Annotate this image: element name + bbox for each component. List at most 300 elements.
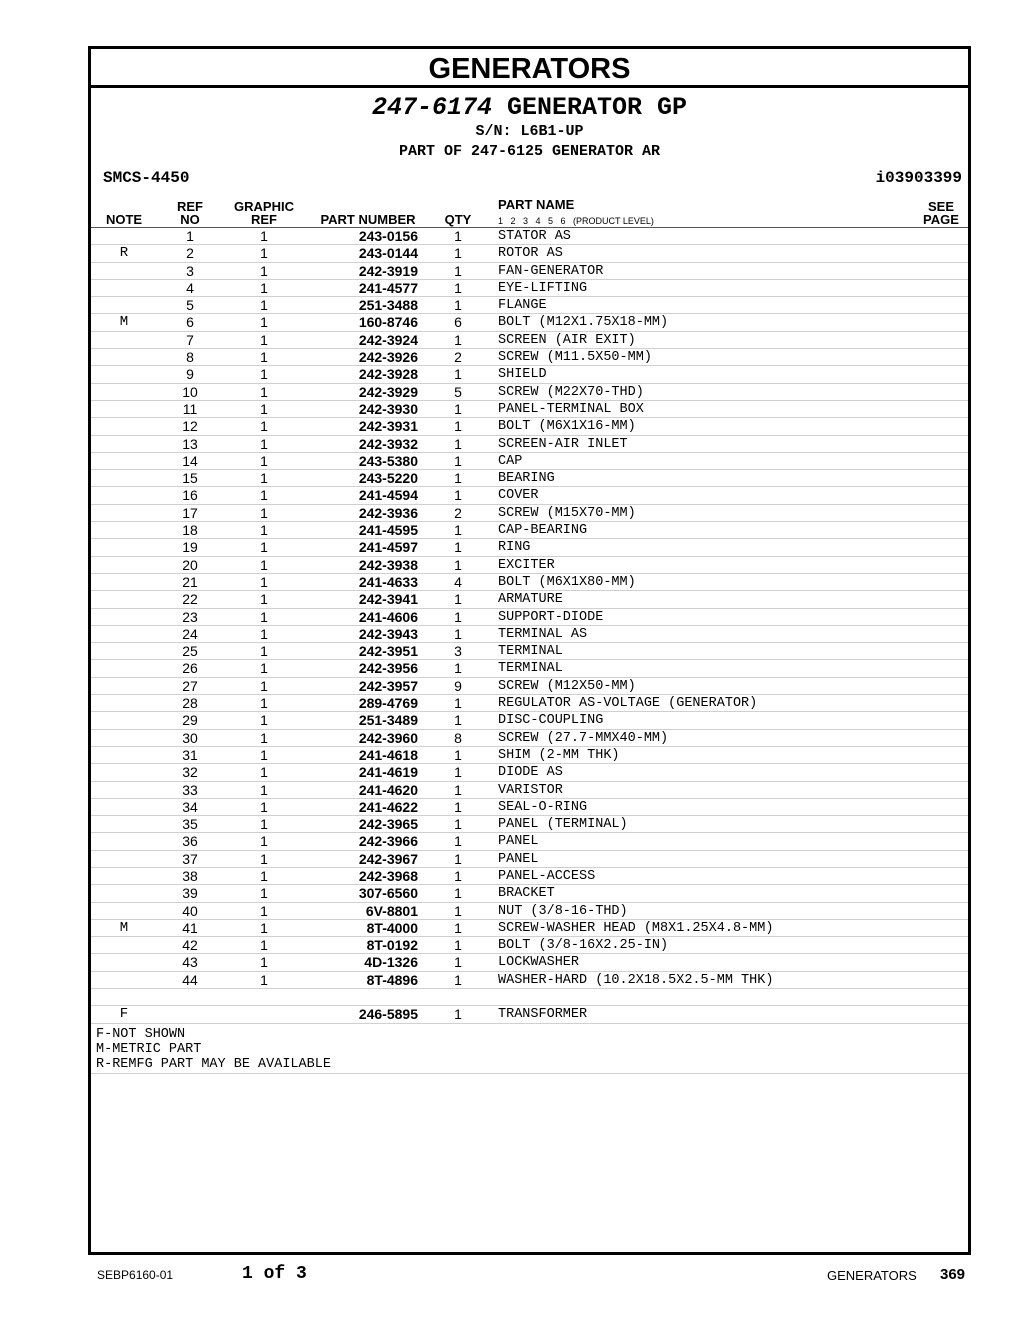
- qty-cell: 1: [454, 867, 462, 884]
- qty-cell: 3: [454, 643, 462, 660]
- part-number-cell: 242-3936: [358, 504, 418, 521]
- table-row: [91, 816, 968, 833]
- graphic-ref-cell: 1: [260, 850, 268, 867]
- part-name-cell: SCREW (M11.5X50-MM): [498, 350, 652, 366]
- qty-cell: 1: [454, 556, 462, 573]
- ref-no-cell: 8: [186, 349, 194, 366]
- qty-cell: 1: [454, 816, 462, 833]
- qty-cell: 1: [454, 954, 462, 971]
- part-number-cell: 246-5895: [358, 1006, 418, 1023]
- graphic-ref-cell: 1: [260, 349, 268, 366]
- qty-cell: 1: [454, 400, 462, 417]
- graphic-ref-cell: 1: [260, 245, 268, 262]
- note-line: F-NOT SHOWN: [96, 1026, 186, 1042]
- part-number-cell: 242-3968: [358, 867, 418, 884]
- part-number-cell: 241-4622: [358, 798, 418, 815]
- table-row: [91, 574, 968, 591]
- qty-cell: 1: [454, 470, 462, 487]
- table-row: [91, 470, 968, 487]
- footer-doc-number: SEBP6160-01: [97, 1268, 174, 1282]
- part-name-cell: ARMATURE: [498, 592, 563, 608]
- ref-no-cell: 23: [182, 608, 198, 625]
- part-name-cell: SHIELD: [498, 367, 547, 383]
- qty-cell: 1: [454, 608, 462, 625]
- part-name-cell: TERMINAL AS: [498, 626, 588, 642]
- ref-no-cell: 30: [182, 729, 198, 746]
- table-row: [91, 263, 968, 280]
- ref-no-cell: 13: [182, 435, 198, 452]
- qty-cell: 1: [454, 522, 462, 539]
- qty-cell: 1: [454, 885, 462, 902]
- table-row: [91, 349, 968, 366]
- table-row: [91, 453, 968, 470]
- graphic-ref-cell: 1: [260, 746, 268, 763]
- part-name-cell: SEAL-O-RING: [498, 799, 588, 815]
- graphic-ref-cell: 1: [260, 677, 268, 694]
- graphic-ref-cell: 1: [260, 262, 268, 279]
- graphic-ref-cell: 1: [260, 314, 268, 331]
- ref-no-cell: 15: [182, 470, 198, 487]
- part-number-cell: 242-3924: [358, 331, 418, 348]
- ref-no-cell: 9: [186, 366, 194, 383]
- qty-cell: 1: [454, 1006, 462, 1023]
- part-name-cell: BOLT (M12X1.75X18-MM): [498, 315, 669, 331]
- qty-cell: 1: [454, 764, 462, 781]
- ref-no-cell: 1: [186, 228, 194, 244]
- qty-cell: 1: [454, 695, 462, 712]
- qty-cell: 1: [454, 418, 462, 435]
- part-number-cell: 251-3488: [358, 297, 418, 314]
- part-number-cell: 241-4594: [358, 487, 418, 504]
- part-name-cell: PANEL: [498, 851, 539, 867]
- ref-no-cell: 26: [182, 660, 198, 677]
- ref-no-cell: 4: [186, 279, 194, 296]
- table-row: [91, 695, 968, 712]
- part-number-cell: 242-3931: [358, 418, 418, 435]
- table-row: [91, 487, 968, 504]
- part-number-cell: 243-0144: [358, 245, 418, 262]
- part-number-cell: 242-3966: [358, 833, 418, 850]
- part-name-cell: SCREW-WASHER HEAD (M8X1.25X4.8-MM): [498, 920, 774, 936]
- qty-cell: 1: [454, 919, 462, 936]
- header-page: PAGE: [923, 212, 959, 227]
- ref-no-cell: 20: [182, 556, 198, 573]
- ref-no-cell: 12: [182, 418, 198, 435]
- part-number-cell: 242-3928: [358, 366, 418, 383]
- table-row: [91, 660, 968, 677]
- qty-cell: 1: [454, 539, 462, 556]
- part-name-cell: REGULATOR AS-VOLTAGE (GENERATOR): [498, 696, 758, 712]
- qty-cell: 1: [454, 902, 462, 919]
- table-row: [91, 868, 968, 885]
- part-number-cell: 242-3951: [358, 643, 418, 660]
- part-name-cell: SHIM (2-MM THK): [498, 747, 620, 763]
- ref-no-cell: 18: [182, 522, 198, 539]
- part-name-cell: EXCITER: [498, 557, 555, 573]
- ref-no-cell: 14: [182, 452, 198, 469]
- part-number-cell: 242-3960: [358, 729, 418, 746]
- smcs-code: SMCS-4450: [103, 169, 190, 187]
- part-name-cell: PANEL-TERMINAL BOX: [498, 401, 644, 417]
- graphic-ref-cell: 1: [260, 487, 268, 504]
- graphic-ref-cell: 1: [260, 971, 268, 988]
- parts-table: [91, 228, 968, 1074]
- qty-cell: 1: [454, 228, 462, 244]
- note-cell: F: [119, 1006, 129, 1023]
- graphic-ref-cell: 1: [260, 885, 268, 902]
- part-name-cell: WASHER-HARD (10.2X18.5X2.5-MM THK): [498, 972, 774, 988]
- table-row: [91, 799, 968, 816]
- table-row: [91, 782, 968, 799]
- table-row: [91, 885, 968, 902]
- qty-cell: 1: [454, 435, 462, 452]
- part-number-cell: 241-4619: [358, 764, 418, 781]
- qty-cell: 1: [454, 746, 462, 763]
- table-row: [91, 678, 968, 695]
- part-number-cell: 241-4577: [358, 279, 418, 296]
- group-name: GENERATOR GP: [507, 93, 688, 122]
- part-name-cell: SUPPORT-DIODE: [498, 609, 604, 625]
- ref-no-cell: 5: [186, 297, 194, 314]
- ref-no-cell: 3: [186, 262, 194, 279]
- part-number-cell: 251-3489: [358, 712, 418, 729]
- part-name-cell: SCREW (M22X70-THD): [498, 384, 644, 400]
- ref-no-cell: 35: [182, 816, 198, 833]
- ref-no-cell: 43: [182, 954, 198, 971]
- table-row: [91, 418, 968, 435]
- header-part-name: PART NAME: [498, 197, 575, 212]
- part-number-cell: 242-3956: [358, 660, 418, 677]
- ref-no-cell: 16: [182, 487, 198, 504]
- qty-cell: 1: [454, 660, 462, 677]
- ref-no-cell: 2: [186, 245, 194, 262]
- part-number-cell: 242-3938: [358, 556, 418, 573]
- part-name-cell: COVER: [498, 488, 539, 504]
- header-note: NOTE: [105, 212, 143, 227]
- graphic-ref-cell: 1: [260, 764, 268, 781]
- part-number-cell: 241-4620: [358, 781, 418, 798]
- graphic-ref-cell: 1: [260, 781, 268, 798]
- note-line: M-METRIC PART: [96, 1041, 202, 1057]
- graphic-ref-cell: 1: [260, 816, 268, 833]
- header-ref: REF: [177, 199, 203, 214]
- part-name-cell: SCREW (M12X50-MM): [498, 678, 636, 694]
- qty-cell: 1: [454, 279, 462, 296]
- qty-cell: 1: [454, 245, 462, 262]
- table-row: [91, 609, 968, 626]
- ref-no-cell: 33: [182, 781, 198, 798]
- ref-no-cell: 38: [182, 867, 198, 884]
- graphic-ref-cell: 1: [260, 798, 268, 815]
- ref-no-cell: 7: [186, 331, 194, 348]
- table-row: [91, 730, 968, 747]
- table-row: [91, 384, 968, 401]
- table-row: [91, 989, 968, 1006]
- qty-cell: 1: [454, 833, 462, 850]
- header-no: NO: [180, 212, 200, 227]
- part-number-cell: 307-6560: [358, 885, 418, 902]
- graphic-ref-cell: 1: [260, 400, 268, 417]
- header-product-level: 1 2 3 4 5 6 (PRODUCT LEVEL): [498, 216, 654, 226]
- header-qty: QTY: [444, 212, 472, 227]
- ref-no-cell: 6: [186, 314, 194, 331]
- table-row: [91, 522, 968, 539]
- part-number-cell: 6V-8801: [365, 902, 418, 919]
- graphic-ref-cell: 1: [260, 556, 268, 573]
- part-name-cell: SCREEN-AIR INLET: [498, 436, 628, 452]
- part-name-cell: BOLT (3/8-16X2.25-IN): [498, 938, 669, 954]
- page-frame: [88, 46, 971, 1255]
- part-name-cell: SCREW (27.7-MMX40-MM): [498, 730, 669, 746]
- graphic-ref-cell: 1: [260, 625, 268, 642]
- qty-cell: 1: [454, 781, 462, 798]
- part-number-cell: 160-8746: [358, 314, 418, 331]
- table-row: [91, 1006, 968, 1023]
- part-number-cell: 242-3926: [358, 349, 418, 366]
- graphic-ref-cell: 1: [260, 452, 268, 469]
- qty-cell: 1: [454, 850, 462, 867]
- part-name-cell: DISC-COUPLING: [498, 713, 604, 729]
- notes-block: [91, 1024, 968, 1074]
- part-name-cell: SCREEN (AIR EXIT): [498, 332, 636, 348]
- part-number-cell: 241-4595: [358, 522, 418, 539]
- qty-cell: 1: [454, 452, 462, 469]
- graphic-ref-cell: 1: [260, 470, 268, 487]
- ref-no-cell: 42: [182, 937, 198, 954]
- ref-no-cell: 37: [182, 850, 198, 867]
- illustration-id: i03903399: [875, 169, 962, 187]
- graphic-ref-cell: 1: [260, 366, 268, 383]
- graphic-ref-cell: 1: [260, 919, 268, 936]
- header-part-number: PART NUMBER: [320, 212, 416, 227]
- qty-cell: 1: [454, 712, 462, 729]
- table-row: [91, 851, 968, 868]
- group-number: 247-6174: [371, 93, 492, 122]
- table-row: [91, 626, 968, 643]
- qty-cell: 1: [454, 798, 462, 815]
- table-row: [91, 903, 968, 920]
- qty-cell: 1: [454, 487, 462, 504]
- qty-cell: 1: [454, 366, 462, 383]
- ref-no-cell: 27: [182, 677, 198, 694]
- header-see: SEE: [927, 199, 954, 214]
- note-cell: M: [119, 919, 129, 936]
- graphic-ref-cell: 1: [260, 729, 268, 746]
- section-title: GENERATORS: [91, 49, 968, 88]
- graphic-ref-cell: 1: [260, 297, 268, 314]
- ref-no-cell: 31: [182, 746, 198, 763]
- part-number-cell: 242-3965: [358, 816, 418, 833]
- ref-no-cell: 44: [182, 971, 198, 988]
- note-cell: R: [119, 245, 129, 262]
- table-row: [91, 557, 968, 574]
- graphic-ref-cell: 1: [260, 522, 268, 539]
- ref-no-cell: 21: [182, 573, 198, 590]
- table-header: [91, 193, 968, 228]
- table-row: [91, 747, 968, 764]
- table-row: [91, 643, 968, 660]
- graphic-ref-cell: 1: [260, 608, 268, 625]
- part-name-cell: TERMINAL: [498, 644, 563, 660]
- part-name-cell: FAN-GENERATOR: [498, 263, 604, 279]
- table-row: [91, 712, 968, 729]
- ref-no-cell: 39: [182, 885, 198, 902]
- part-number-cell: 242-3941: [358, 591, 418, 608]
- graphic-ref-cell: 1: [260, 279, 268, 296]
- qty-cell: 1: [454, 331, 462, 348]
- part-name-cell: ROTOR AS: [498, 246, 563, 262]
- graphic-ref-cell: 1: [260, 833, 268, 850]
- qty-cell: 1: [454, 262, 462, 279]
- graphic-ref-cell: 1: [260, 228, 268, 244]
- table-row: [91, 366, 968, 383]
- qty-cell: 1: [454, 297, 462, 314]
- table-row: [91, 954, 968, 971]
- part-number-cell: 242-3943: [358, 625, 418, 642]
- table-row: [91, 505, 968, 522]
- part-name-cell: SCREW (M15X70-MM): [498, 505, 636, 521]
- part-number-cell: 289-4769: [358, 695, 418, 712]
- part-name-cell: PANEL-ACCESS: [498, 868, 596, 884]
- qty-cell: 2: [454, 349, 462, 366]
- qty-cell: 5: [454, 383, 462, 400]
- ref-no-cell: 34: [182, 798, 198, 815]
- table-row: [91, 764, 968, 781]
- graphic-ref-cell: 1: [260, 539, 268, 556]
- part-number-cell: 243-5220: [358, 470, 418, 487]
- graphic-ref-cell: 1: [260, 954, 268, 971]
- table-row: [91, 245, 968, 262]
- graphic-ref-cell: 1: [260, 643, 268, 660]
- ref-no-cell: 10: [182, 383, 198, 400]
- part-number-cell: 241-4606: [358, 608, 418, 625]
- table-row: [91, 920, 968, 937]
- ref-no-cell: 32: [182, 764, 198, 781]
- ref-no-cell: 28: [182, 695, 198, 712]
- part-number-cell: 243-5380: [358, 452, 418, 469]
- part-name-cell: BOLT (M6X1X80-MM): [498, 574, 636, 590]
- part-number-cell: 241-4618: [358, 746, 418, 763]
- ref-no-cell: 11: [182, 400, 198, 417]
- graphic-ref-cell: 1: [260, 695, 268, 712]
- graphic-ref-cell: 1: [260, 418, 268, 435]
- header-graphic-ref: REF: [251, 212, 277, 227]
- note-line: R-REMFG PART MAY BE AVAILABLE: [96, 1056, 331, 1072]
- table-row: [91, 833, 968, 850]
- part-name-cell: CAP: [498, 453, 523, 469]
- footer-page-of: 1 of 3: [242, 1264, 307, 1284]
- part-of: PART OF 247-6125 GENERATOR AR: [398, 143, 661, 160]
- table-row: [91, 937, 968, 954]
- part-number-cell: 8T-4000: [366, 919, 418, 936]
- ref-no-cell: 25: [182, 643, 198, 660]
- qty-cell: 9: [454, 677, 462, 694]
- part-number-cell: 8T-0192: [366, 937, 418, 954]
- part-number-cell: 4D-1326: [364, 954, 418, 971]
- ref-no-cell: 36: [182, 833, 198, 850]
- part-number-cell: 242-3967: [358, 850, 418, 867]
- part-number-cell: 242-3957: [358, 677, 418, 694]
- part-name-cell: BRACKET: [498, 886, 555, 902]
- graphic-ref-cell: 1: [260, 937, 268, 954]
- header-graphic: GRAPHIC: [234, 199, 294, 214]
- part-name-cell: NUT (3/8-16-THD): [498, 903, 628, 919]
- part-number-cell: 241-4597: [358, 539, 418, 556]
- graphic-ref-cell: 1: [260, 591, 268, 608]
- graphic-ref-cell: 1: [260, 867, 268, 884]
- graphic-ref-cell: 1: [260, 435, 268, 452]
- graphic-ref-cell: 1: [260, 660, 268, 677]
- qty-cell: 4: [454, 573, 462, 590]
- ref-no-cell: 24: [182, 625, 198, 642]
- group-title: [91, 93, 968, 122]
- part-number-cell: 242-3930: [358, 400, 418, 417]
- ref-no-cell: 41: [182, 919, 198, 936]
- graphic-ref-cell: 1: [260, 902, 268, 919]
- part-number-cell: 242-3929: [358, 383, 418, 400]
- ref-no-cell: 22: [182, 591, 198, 608]
- table-row: [91, 591, 968, 608]
- ref-no-cell: 29: [182, 712, 198, 729]
- part-name-cell: CAP-BEARING: [498, 523, 588, 539]
- graphic-ref-cell: 1: [260, 573, 268, 590]
- part-name-cell: RING: [498, 540, 531, 556]
- part-number-cell: 242-3919: [358, 262, 418, 279]
- graphic-ref-cell: 1: [260, 504, 268, 521]
- table-row: [91, 401, 968, 418]
- table-row: [91, 280, 968, 297]
- table-row: [91, 539, 968, 556]
- ref-no-cell: 17: [182, 504, 198, 521]
- part-name-cell: VARISTOR: [498, 782, 563, 798]
- part-name-cell: BEARING: [498, 471, 555, 487]
- serial-number: S/N: L6B1-UP: [475, 123, 584, 140]
- table-row: [91, 228, 968, 245]
- qty-cell: 6: [454, 314, 462, 331]
- part-name-cell: EYE-LIFTING: [498, 280, 588, 296]
- table-row: [91, 436, 968, 453]
- ref-no-cell: 40: [182, 902, 198, 919]
- part-name-cell: TERMINAL: [498, 661, 563, 677]
- qty-cell: 1: [454, 971, 462, 988]
- graphic-ref-cell: 1: [260, 383, 268, 400]
- part-name-cell: LOCKWASHER: [498, 955, 580, 971]
- part-number-cell: 243-0156: [358, 228, 418, 244]
- footer-section: GENERATORS: [827, 1268, 917, 1283]
- table-row: [91, 332, 968, 349]
- qty-cell: 1: [454, 625, 462, 642]
- note-cell: M: [119, 314, 129, 331]
- part-number-cell: 242-3932: [358, 435, 418, 452]
- table-row: [91, 314, 968, 331]
- qty-cell: 8: [454, 729, 462, 746]
- qty-cell: 1: [454, 591, 462, 608]
- part-number-cell: 8T-4896: [366, 971, 418, 988]
- part-name-cell: FLANGE: [498, 298, 547, 314]
- part-name-cell: DIODE AS: [498, 765, 563, 781]
- part-number-cell: 241-4633: [358, 573, 418, 590]
- ref-no-cell: 19: [182, 539, 198, 556]
- table-row: [91, 297, 968, 314]
- part-name-cell: BOLT (M6X1X16-MM): [498, 419, 636, 435]
- part-name-cell: PANEL (TERMINAL): [498, 817, 628, 833]
- qty-cell: 1: [454, 937, 462, 954]
- footer-page-number: 369: [940, 1266, 966, 1283]
- part-name-cell: TRANSFORMER: [498, 1007, 588, 1023]
- table-row: [91, 972, 968, 989]
- part-name-cell: STATOR AS: [498, 229, 571, 244]
- part-name-cell: PANEL: [498, 834, 539, 850]
